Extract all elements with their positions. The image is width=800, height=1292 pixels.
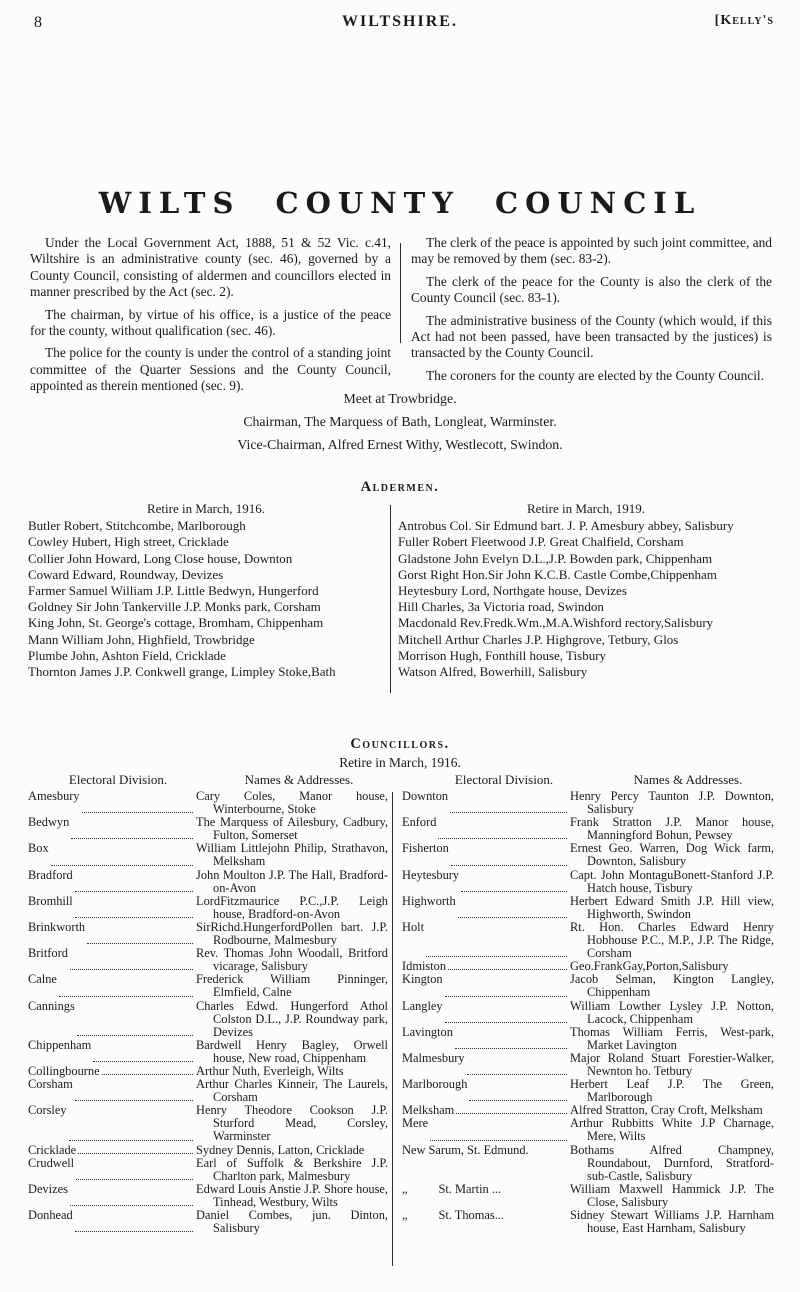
division-cell	[402, 842, 570, 868]
name-address: Frank Stratton J.P. Manor house, Manningford Bohun, Pewsey	[570, 815, 774, 843]
division-label: Donhead	[28, 1208, 73, 1222]
imprint-label: [Kelly's	[714, 13, 774, 28]
name-address: Ernest Geo. Warren, Dog Wick farm, Downton, Salisbury	[570, 841, 774, 869]
name-address: Herbert Leaf J.P. The Green, Marlborough	[570, 1077, 774, 1105]
name-address: Arthur Rubbitts White J.P Charnage, Mere, Wilts	[570, 1116, 774, 1144]
paragraph: The administrative business of the County (which would, if this Act had not been passed, have been transacted by the justices) is transacted by the County Council.	[411, 312, 772, 361]
retire-1919-subheading: Retire in March, 1919.	[526, 501, 646, 516]
paragraph: The coroners for the county are elected by the County Council.	[426, 367, 765, 383]
name-address: Geo.FrankGay,Porton,Salisbury	[570, 959, 729, 974]
paragraph: The clerk of the peace is appointed by such joint committee, and may be removed by them (sec. 83-2).	[411, 235, 772, 267]
retire-1916-subheading: Retire in March, 1916.	[146, 501, 266, 516]
councillor-row	[402, 895, 774, 921]
dotted-leader	[75, 1209, 193, 1232]
division-cell	[28, 790, 196, 816]
aldermen-column-divider	[390, 505, 391, 693]
dotted-leader	[456, 1104, 567, 1114]
division-cell	[28, 1000, 196, 1039]
councillor-row	[28, 895, 388, 921]
alderman-entry: Gorst Right Hon.Sir John K.C.B. Castle Combe,Chippenham	[398, 566, 717, 582]
division-label: Devizes	[28, 1181, 68, 1196]
division-label: Lavington	[402, 1024, 453, 1039]
councillor-row	[28, 1104, 388, 1143]
dotted-leader	[51, 842, 193, 865]
alderman-entry: Gladstone John Evelyn D.L.,J.P. Bowden park, Chippenham	[398, 550, 713, 566]
dotted-leader	[445, 1000, 567, 1023]
page-number: 8	[34, 14, 42, 31]
division-cell	[28, 947, 196, 973]
dotted-leader	[430, 1117, 567, 1140]
alderman-entry: Macdonald Rev.Fredk.Wm.,M.A.Wishford rectory,Salisbury	[398, 615, 714, 631]
division-label: „ St. Thomas...	[402, 1208, 504, 1222]
name-address: Henry Theodore Cookson J.P. Sturford Mead, Corsley, Warminster	[196, 1103, 388, 1144]
name-address: Rev. Thomas John Woodall, Britford vicarage, Salisbury	[196, 946, 388, 974]
name-address: Henry Percy Taunton J.P. Downton, Salisbury	[570, 789, 774, 817]
name-address: Major Roland Stuart Forestier-Walker, Newnton ho. Tetbury	[570, 1050, 774, 1078]
aldermen-heading: Aldermen.	[360, 479, 440, 495]
meet-line: Meet at Trowbridge.	[343, 391, 457, 406]
councillor-row	[402, 1183, 774, 1209]
division-cell	[402, 921, 570, 960]
name-address: Sidney Stewart Williams J.P. Harnham house, East Harnham, Salisbury	[570, 1208, 774, 1236]
name-address: Charles Edwd. Hungerford Athol Colston D.L., J.P. Roundway park, Devizes	[196, 998, 388, 1039]
councillors-left-half	[28, 790, 388, 1235]
intro-column-left	[30, 235, 391, 401]
names-header-right: Names & Addresses.	[633, 772, 743, 787]
dotted-leader	[451, 842, 567, 865]
division-label: New Sarum, St. Edmund.	[402, 1142, 529, 1157]
councillor-row	[28, 1000, 388, 1039]
dotted-leader	[445, 973, 567, 996]
alderman-entry: Fuller Robert Fleetwood J.P. Great Chalfield, Corsham	[398, 534, 684, 550]
name-address: Arthur Charles Kinneir, The Laurels, Corsham	[196, 1077, 388, 1105]
paragraph: The chairman, by virtue of his office, is a justice of the peace for the county, without qualification (sec. 46).	[30, 306, 391, 339]
division-label: Downton	[402, 789, 449, 803]
name-address: LordFitzmaurice P.C.,J.P. Leigh house, Bradford-on-Avon	[196, 893, 388, 921]
page-title: WILTS COUNTY COUNCIL	[98, 186, 702, 220]
division-label: Highworth	[402, 893, 456, 908]
dotted-leader	[438, 816, 567, 839]
alderman-entry: Plumbe John, Ashton Field, Cricklade	[28, 647, 226, 663]
name-address: John Moulton J.P. The Hall, Bradford-on-Avon	[196, 867, 388, 895]
dotted-leader	[59, 973, 193, 996]
name-address: Sydney Dennis, Latton, Cricklade	[196, 1142, 365, 1157]
councillor-row	[402, 921, 774, 960]
division-cell	[28, 1209, 196, 1235]
dotted-leader	[82, 790, 193, 813]
dotted-leader	[467, 1052, 567, 1075]
dotted-leader	[77, 1000, 193, 1036]
division-header-right: Electoral Division.	[454, 772, 554, 787]
division-label: Fisherton	[402, 841, 449, 856]
name-address: Rt. Hon. Charles Edward Henry Hobhouse P.C., M.P., J.P. The Ridge, Corsham	[570, 919, 774, 961]
dotted-leader	[70, 947, 193, 970]
dotted-leader	[448, 960, 567, 970]
division-label: Langley	[402, 998, 443, 1013]
alderman-entry: Heytesbury Lord, Northgate house, Devizes	[398, 583, 627, 599]
division-cell	[28, 842, 196, 868]
councillor-row	[402, 1052, 774, 1078]
alderman-entry: Coward Edward, Roundway, Devizes	[28, 566, 224, 582]
division-label: Malmesbury	[402, 1050, 465, 1065]
name-address: Arthur Nuth, Everleigh, Wilts	[196, 1063, 344, 1078]
division-cell	[28, 895, 196, 921]
dotted-leader	[93, 1039, 193, 1062]
paragraph: The clerk of the peace for the County is also the clerk of the County Council (sec. 83-1).	[411, 273, 772, 306]
alderman-entry: Collier John Howard, Long Close house, Downton	[28, 550, 293, 566]
name-address: The Marquess of Ailesbury, Cadbury, Fulton, Somerset	[196, 815, 388, 843]
aldermen-section	[28, 501, 774, 680]
paragraph: The police for the county is under the control of a standing joint committee of the Quarter Sessions and the County Council, appointed as therein mentioned (sec. 9).	[30, 345, 391, 394]
councillors-column-headers	[28, 772, 774, 788]
division-label: Corsley	[28, 1103, 67, 1118]
division-label: „ St. Martin ...	[402, 1181, 502, 1196]
division-label: Amesbury	[28, 789, 80, 803]
councillor-row	[402, 973, 774, 999]
councillors-table	[28, 790, 774, 1235]
dotted-leader	[75, 869, 193, 892]
dotted-leader	[75, 1078, 193, 1101]
division-cell	[402, 1117, 570, 1143]
division-cell	[402, 816, 570, 842]
division-label: Heytesbury	[402, 867, 460, 882]
aldermen-column-1916	[28, 501, 384, 680]
name-address: Earl of Suffolk & Berkshire J.P. Charlton park, Malmesbury	[196, 1155, 388, 1183]
name-address: Cary Coles, Manor house, Winterbourne, Stoke	[196, 789, 388, 817]
dotted-leader	[78, 1144, 193, 1154]
division-cell	[402, 1000, 570, 1026]
councillor-row	[28, 1157, 388, 1183]
division-cell	[402, 1052, 570, 1078]
councillors-heading: Councillors.	[350, 736, 450, 752]
division-label: Britford	[28, 946, 68, 961]
intro-section	[30, 235, 772, 401]
running-title: WILTSHIRE.	[342, 13, 458, 30]
councillor-row	[28, 790, 388, 816]
division-cell	[402, 973, 570, 999]
division-cell	[402, 895, 570, 921]
intro-column-divider	[400, 243, 401, 343]
division-cell	[28, 1183, 196, 1209]
name-address: SirRichd.HungerfordPollen bart. J.P. Rodbourne, Malmesbury	[196, 919, 388, 948]
name-address: Alfred Stratton, Cray Croft, Melksham	[570, 1103, 763, 1118]
councillor-row	[28, 1144, 388, 1157]
councillor-row	[28, 921, 388, 947]
councillors-right-half	[402, 790, 774, 1235]
name-address: William Littlejohn Philip, Strathavon, Melksham	[196, 841, 388, 869]
dotted-leader	[469, 1078, 567, 1101]
names-header-left: Names & Addresses.	[244, 772, 354, 787]
dotted-leader	[75, 895, 193, 918]
division-header-left: Electoral Division.	[68, 772, 168, 787]
division-label: Marlborough	[402, 1077, 468, 1092]
dotted-leader	[71, 816, 193, 839]
name-address: Capt. John MontaguBonett-Stanford J.P. Hatch house, Tisbury	[570, 867, 774, 895]
name-address: Bardwell Henry Bagley, Orwell house, New road, Chippenham	[196, 1037, 388, 1065]
division-label: Chippenham	[28, 1037, 92, 1052]
name-address: Daniel Combes, jun. Dinton, Salisbury	[196, 1208, 388, 1236]
division-label: Collingbourne	[28, 1063, 100, 1078]
division-cell	[402, 1144, 570, 1183]
councillor-row	[28, 869, 388, 895]
division-cell	[402, 1078, 570, 1104]
name-address: William Maxwell Hammick J.P. The Close, Salisbury	[570, 1181, 774, 1209]
division-cell	[28, 973, 196, 999]
alderman-entry: Mitchell Arthur Charles J.P. Highgrove, Tetbury, Glos	[398, 631, 679, 647]
alderman-entry: Goldney Sir John Tankerville J.P. Monks park, Corsham	[28, 599, 321, 615]
dotted-leader	[426, 921, 567, 957]
division-label: Bradford	[28, 867, 73, 882]
aldermen-column-1919	[398, 501, 774, 680]
councillor-row	[402, 1209, 774, 1235]
councillor-row	[28, 1209, 388, 1235]
division-cell	[402, 790, 570, 816]
aldermen-list-1916	[28, 518, 384, 680]
division-label: Box	[28, 841, 49, 856]
councillor-row	[28, 816, 388, 842]
division-label: Idmiston	[402, 959, 447, 974]
alderman-entry: Cowley Hubert, High street, Cricklade	[28, 534, 229, 550]
aldermen-list-1919	[398, 518, 774, 680]
dotted-leader	[461, 869, 567, 892]
councillor-row	[402, 1000, 774, 1026]
division-cell	[402, 869, 570, 895]
name-address: William Lowther Lysley J.P. Notton, Lacock, Chippenham	[570, 998, 774, 1026]
intro-column-right	[411, 235, 772, 401]
dotted-leader	[458, 895, 567, 918]
alderman-entry: King John, St. George's cottage, Bromham, Chippenham	[28, 615, 324, 631]
paragraph: Under the Local Government Act, 1888, 51 & 52 Vic. c.41, Wiltshire is an administrative county (sec. 46), governed by a County Council, consisting of aldermen and councillors elected in manner prescribed by the Act (sec. 2).	[30, 235, 391, 300]
councillor-row	[402, 816, 774, 842]
division-cell	[28, 1039, 196, 1065]
division-label: Brinkworth	[28, 919, 86, 934]
dotted-leader	[102, 1065, 193, 1075]
councillors-subheading: Retire in March, 1916.	[339, 755, 461, 770]
division-label: Kington	[402, 972, 443, 987]
dotted-leader	[76, 1157, 193, 1180]
dotted-leader	[455, 1026, 567, 1049]
vice-chairman-line: Vice-Chairman, Alfred Ernest Withy, Westlecott, Swindon.	[237, 437, 563, 452]
councillor-row	[28, 1039, 388, 1065]
division-label: Calne	[28, 972, 57, 987]
division-label: Melksham	[402, 1103, 455, 1118]
division-label: Cannings	[28, 998, 75, 1013]
councillor-row	[402, 790, 774, 816]
division-label: Holt	[402, 919, 425, 934]
councillor-row	[402, 1117, 774, 1143]
name-address: Edward Louis Anstie J.P. Shore house, Tinhead, Westbury, Wilts	[196, 1181, 388, 1209]
division-cell	[28, 1157, 196, 1183]
alderman-entry: Thornton James J.P. Conkwell grange, Limpley Stoke,Bath	[28, 664, 336, 680]
councillor-row	[402, 1144, 774, 1183]
name-address: Herbert Edward Smith J.P. Hill view, Highworth, Swindon	[570, 893, 774, 921]
councillor-row	[402, 842, 774, 868]
division-label: Bromhill	[28, 893, 73, 908]
councillor-row	[28, 842, 388, 868]
councillor-row	[28, 1078, 388, 1104]
councillor-row	[402, 1026, 774, 1052]
name-address: Jacob Selman, Kington Langley, Chippenham	[570, 972, 774, 1000]
dotted-leader	[87, 921, 193, 944]
councillor-row	[28, 947, 388, 973]
alderman-entry: Morrison Hugh, Fonthill house, Tisbury	[398, 647, 607, 663]
chairman-line: Chairman, The Marquess of Bath, Longleat, Warminster.	[243, 414, 557, 429]
name-address: Frederick William Pinninger, Elmfield, Calne	[196, 972, 388, 1000]
division-cell	[28, 816, 196, 842]
division-cell	[28, 1104, 196, 1143]
dotted-leader	[69, 1104, 193, 1140]
division-cell	[402, 1026, 570, 1052]
dotted-leader	[70, 1183, 193, 1206]
councillor-row	[28, 1183, 388, 1209]
division-cell	[28, 1078, 196, 1104]
alderman-entry: Watson Alfred, Bowerhill, Salisbury	[398, 664, 588, 680]
councillor-row	[402, 1078, 774, 1104]
councillor-row	[402, 869, 774, 895]
name-address: Bothams Alfred Champney, Roundabout, Durnford, Stratford-sub-Castle, Salisbury	[570, 1142, 774, 1183]
councillors-column-divider	[392, 792, 393, 1266]
division-cell	[402, 1183, 570, 1209]
division-label: Bedwyn	[28, 815, 70, 830]
division-cell	[402, 1209, 570, 1235]
alderman-entry: Mann William John, Highfield, Trowbridge	[28, 631, 255, 647]
division-cell	[28, 921, 196, 947]
division-label: Corsham	[28, 1077, 73, 1092]
division-cell	[28, 869, 196, 895]
alderman-entry: Antrobus Col. Sir Edmund bart. J. P. Amesbury abbey, Salisbury	[398, 518, 734, 534]
division-label: Cricklade	[28, 1142, 77, 1157]
division-cell	[28, 1144, 196, 1157]
name-address: Thomas William Ferris, West-park, Market Lavington	[570, 1024, 774, 1052]
alderman-entry: Hill Charles, 3a Victoria road, Swindon	[398, 599, 604, 615]
division-label: Crudwell	[28, 1155, 75, 1170]
alderman-entry: Farmer Samuel William J.P. Little Bedwyn, Hungerford	[28, 583, 319, 599]
division-label: Enford	[402, 815, 437, 830]
councillor-row	[28, 973, 388, 999]
alderman-entry: Butler Robert, Stitchcombe, Marlborough	[28, 518, 246, 534]
dotted-leader	[450, 790, 567, 813]
division-label: Mere	[402, 1116, 429, 1131]
